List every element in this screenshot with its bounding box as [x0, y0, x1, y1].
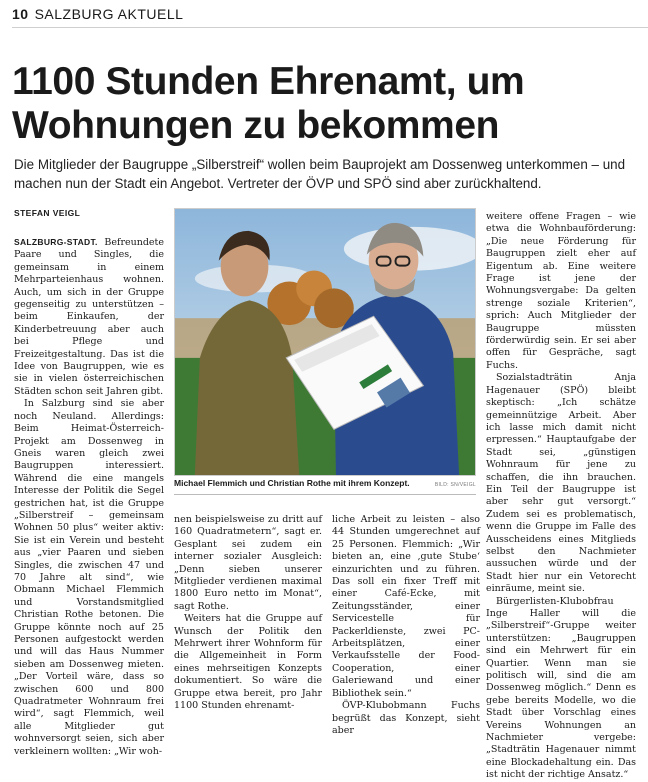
subheadline: Die Mitglieder der Baugruppe „Silberstreif“ wollen beim Bauprojekt am Dossenweg unterkommen – und machen nun der Stadt ein Angebot. Vertreter der ÖVP und SPÖ sind aber zurückhaltend. — [14, 157, 626, 191]
article-column-4 — [486, 211, 636, 782]
paragraph — [14, 236, 164, 398]
paragraph: ÖVP-Klubobmann Fuchs begrüßt das Konzept, sieht aber — [332, 700, 480, 736]
photo-credit: BILD: SN/VEIGL — [434, 482, 476, 488]
article-column-1 — [14, 236, 164, 758]
paragraph: nen beispielsweise zu dritt auf 160 Quadratmetern“, sagt er. Gesplant sei zudem ein interner sozialer Ausgleich: „Denn sieben unserer Mitglieder verdienen maximal 1800 Euro netto im Monat“, sagt Rothe. — [174, 514, 322, 612]
section-title: SALZBURG AKTUELL — [34, 6, 184, 22]
caption-text: Michael Flemmich und Christian Rothe mit ihrem Konzept. — [174, 478, 410, 488]
paragraph: weitere offene Fragen – wie etwa die Wohnbauförderung: „Die neue Förderung für Baugruppen zielt eher auf Eigentum ab. Eine weitere Frage ist jene der Wohnungsvergabe: Da gelten strenge soziale Kriterien“, sprich: Auch Mitglieder der Baugruppe müssten förderwürdig sein. Er sei aber offen für Gespräche, sagt Fuchs. — [486, 211, 636, 371]
caption-divider — [174, 494, 476, 495]
paragraph: Sozialstadträtin Anja Hagenauer (SPÖ) bleibt skeptisch: „Ich schätze gemeinnützige Arbeit. Aber ich lasse mich damit nicht erpressen.“ Hauptaufgabe der Stadt sei, „günstigen Wohnraum für jene zu schaffen, die ihn brauchen. Ein Teil der Baugruppe ist aber sehr gut versorgt.“ Zudem sei es problematisch, wenn die Gruppe im Falle des Ausscheidens eines Mitglieds selbst den Nachmieter aussuchen würde und der Stadt hier nur ein Vetorecht einräume, meint sie. — [486, 372, 636, 595]
article-photo — [174, 208, 476, 476]
author-byline: STEFAN VEIGL — [14, 208, 81, 218]
headline: 1100 Stunden Ehrenamt, um Wohnungen zu bekommen — [12, 60, 525, 147]
page-number: 10 — [12, 6, 29, 22]
paragraph: In Salzburg sind sie aber noch Neuland. Allerdings: Beim Heimat-Österreich-Projekt am Dossenweg in Gneis waren gleich zwei Baugruppen interessiert. Während die eine mangels Interesse der Politik die Segel gestrichen hat, ist die Gruppe „Silberstreif – gemeinsam Wohnen 50 plus“ weiter aktiv: Sie ist ein Verein und besteht aus „vier Paaren und sieben Singles, die zwischen 47 und 70 Jahre alt sind“, wie Obmann Michael Flemmich und Vorstandsmitglied Christian Rothe betonen. Die Gruppe könnte noch auf 25 Personen aufgestockt werden und will das Haus Nummer sieben am Dossenweg mieten. „Der Vorteil wäre, dass so zwischen 600 und 800 Quadratmeter Wohnraum frei wird“, sagt Flemmich, weil alle Mitglieder gut wohnversorgt seien, sich aber verkleinern wollten: „Wir woh- — [14, 398, 164, 757]
paragraph: Bürgerlisten-Klubobfrau Inge Haller will die „Silberstreif“-Gruppe weiter unterstützen: „Baugruppen sind ein Mehrwert für ein Quartier. Wenn man sie politisch will, sind die am Dossenweg möglich.“ Denn es gebe bereits Modelle, wo die Stadt über Vorschlag eines Vereins Wohnungen an Nachmieter vergebe: „Stadträtin Hagenauer nimmt eine Blockadehaltung ein. Das ist nicht der richtige Ansatz.“ — [486, 595, 636, 781]
dateline: SALZBURG-STADT. — [14, 237, 98, 247]
page-header — [12, 6, 648, 22]
photo-caption — [174, 478, 476, 488]
header-divider — [12, 27, 648, 28]
article-column-2 — [174, 514, 322, 713]
paragraph: Weiters hat die Gruppe auf Wunsch der Politik den Mehrwert ihrer Wohnform für die Allgemeinheit in Form eines mehrseitigen Konzepts dokumentiert. So wäre die Gruppe etwa bereit, pro Jahr 1100 Stunden ehrenamt- — [174, 613, 322, 712]
paragraph: liche Arbeit zu leisten – also 44 Stunden umgerechnet auf 25 Personen. Flemmich: „Wir bieten an, eine ‚gute Stube‘ einzurichten und zu führen. Das soll ein fixer Treff mit einer Café-Ecke, mit Zeitungsständer, einer Servicestelle für Packerldienste, zwei PC-Arbeitsplätzen, einer Verkaufsstelle der Food-Cooperation, einer Galeriewand und einer Bibliothek sein.“ — [332, 514, 480, 699]
photo-illustration — [175, 209, 475, 475]
article-column-3 — [332, 514, 480, 737]
paragraph-text: Befreundete Paare und Singles, die gemeinsam in einem Mehrparteienhaus wohnen. Auch, um sich in der Gruppe gegenseitig zu unterstützen – beim Einkaufen, der Kinderbetreuung aber auch bei Pflege und Freizeitgestaltung. Das ist die Idee von Baugruppen, wie es sie in vielen österreichischen Städten schon seit Jahren gibt. — [14, 237, 164, 397]
